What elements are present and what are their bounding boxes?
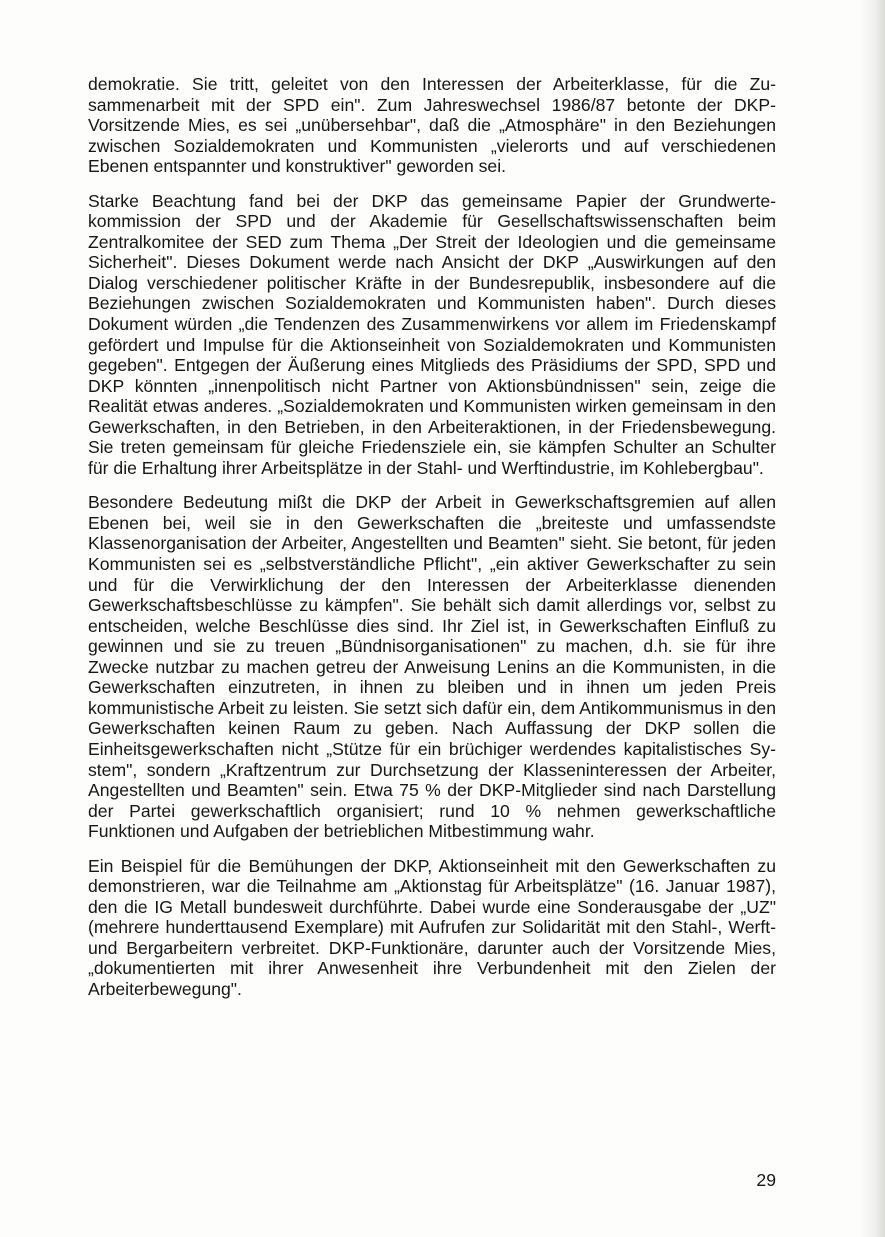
paragraph-2: Starke Beachtung fand bei der DKP das gemeinsame Papier der Grundwertekommission der SPD und der Akademie für Gesellschaftswissenschaften beim Zentralkomitee der SED zum Thema „Der Streit der Ideologien und die gemeinsame Sicherheit". Dieses Dokument werde nach Ansicht der DKP „Auswirkungen auf den Dialog verschiedener politischer Kräfte in der Bundesrepublik, insbesondere auf die Beziehungen zwischen Sozialdemokraten und Kommunisten haben". Durch dieses Dokument würden „die Tendenzen des Zusammenwirkens vor allem im Friedenskampf gefördert und Impulse für die Aktionseinheit von Sozialdemokraten und Kommunisten gegeben". Entgegen der Äußerung eines Mitglieds des Präsidiums der SPD, SPD und DKP könnten „innenpolitisch nicht Partner von Aktionsbündnissen" sein, zeige die Realität etwas anderes. „Sozialdemokraten und Kommunisten wirken gemeinsam in den Gewerkschaften, in den Betrieben, in den Arbeiteraktionen, in der Friedensbewegung. Sie treten gemeinsam für gleiche Friedensziele ein, sie kämpfen Schulter an Schulter für die Erhaltung ihrer Arbeitsplätze in der Stahl- und Werftindustrie, im Kohlebergbau". xyxy=(88,190,776,478)
body-text xyxy=(88,74,776,1014)
page-edge-shadow xyxy=(859,0,885,1237)
page-number: 29 xyxy=(756,1170,776,1190)
paragraph-3: Besondere Bedeutung mißt die DKP der Arbeit in Gewerkschaftsgremien auf allen Ebenen bei, weil sie in den Gewerkschaften die „breiteste und umfassendste Klassenorganisation der Arbeiter, Angestellten und Beamten" sieht. Sie betont, für jeden Kommunisten sei es „selbstverständliche Pflicht", „ein aktiver Gewerkschafter zu sein und für die Verwirklichung der den Interessen der Arbeiterklasse dienenden Gewerkschaftsbeschlüsse zu kämpfen". Sie behält sich damit allerdings vor, selbst zu entscheiden, welche Beschlüsse dies sind. Ihr Ziel ist, in Gewerkschaften Einfluß zu gewinnen und sie zu treuen „Bündnisorganisationen" zu machen, d.h. sie für ihre Zwecke nutzbar zu machen getreu der Anweisung Lenins an die Kommunisten, in die Gewerkschaften einzutreten, in ihnen zu bleiben und in ihnen um jeden Preis kommunistische Arbeit zu leisten. Sie setzt sich dafür ein, dem Antikommunismus in den Gewerkschaften keinen Raum zu geben. Nach Auffassung der DKP sollen die Einheitsgewerkschaften nicht „Stütze für ein brüchiger werdendes kapitalistisches System", sondern „Kraftzentrum zur Durchsetzung der Klasseninteressen der Arbeiter, Angestellten und Beamten" sein. Etwa 75 % der DKP-Mitglieder sind nach Darstellung der Partei gewerkschaftlich organisiert; rund 10 % nehmen gewerkschaftliche Funktionen und Aufgaben der betrieblichen Mitbestimmung wahr. xyxy=(88,492,776,842)
paragraph-1: demokratie. Sie tritt, geleitet von den Interessen der Arbeiterklasse, für die Zusammenarbeit mit der SPD ein". Zum Jahreswechsel 1986/87 betonte der DKP-Vorsitzende Mies, es sei „unübersehbar", daß die „Atmosphäre" in den Beziehungen zwischen Sozialdemokraten und Kommunisten „vielerorts und auf verschiedenen Ebenen entspannter und konstruktiver" geworden sei. xyxy=(88,74,776,177)
paragraph-4: Ein Beispiel für die Bemühungen der DKP, Aktionseinheit mit den Gewerkschaften zu demonstrieren, war die Teilnahme am „Aktionstag für Arbeitsplätze" (16. Januar 1987), den die IG Metall bundesweit durchführte. Dabei wurde eine Sonderausgabe der „UZ" (mehrere hunderttausend Exemplare) mit Aufrufen zur Solidarität mit den Stahl-, Werft- und Bergarbeitern verbreitet. DKP-Funktionäre, darunter auch der Vorsitzende Mies, „dokumentierten mit ihrer Anwesenheit ihre Verbundenheit mit den Zielen der Arbeiterbewegung". xyxy=(88,855,776,999)
